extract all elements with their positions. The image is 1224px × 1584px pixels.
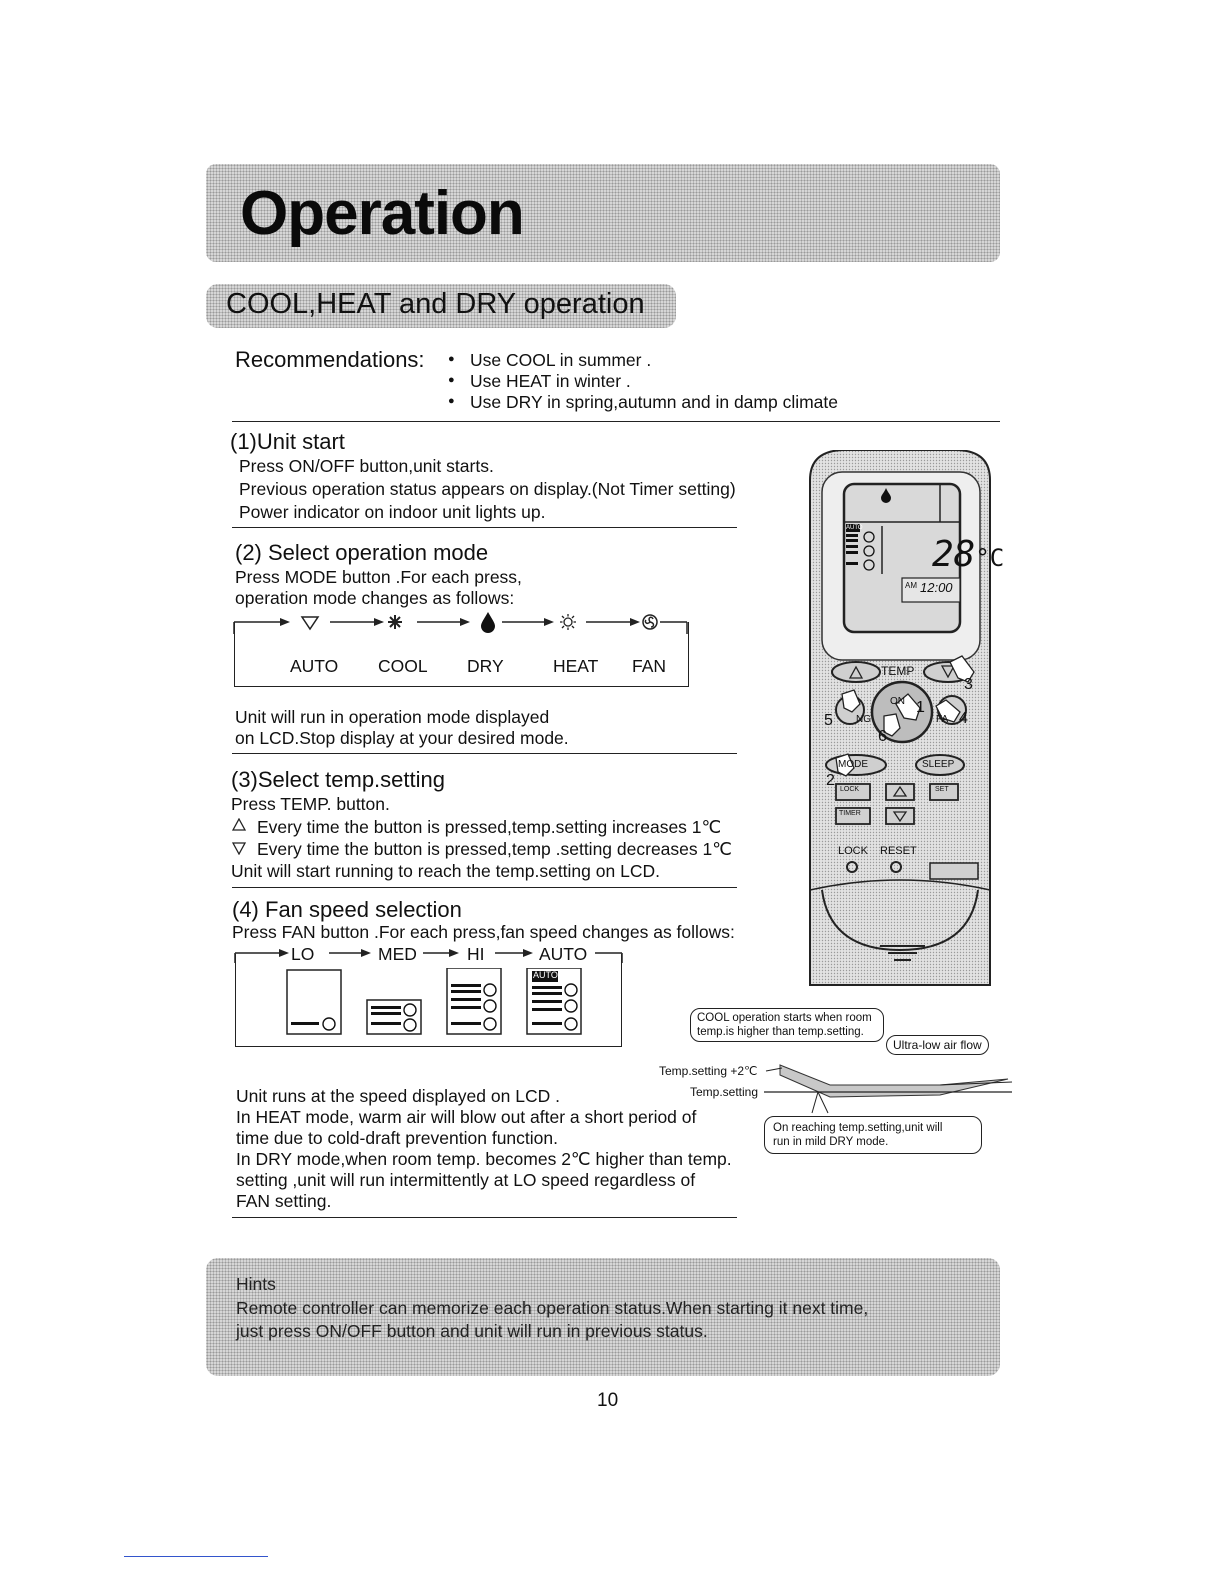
temp-setting-line: Unit will start running to reach the temp.setting on LCD. [231,861,660,881]
lcd-am: AM [905,581,917,590]
fan-speed-footer: time due to cold-draft prevention function. [236,1128,558,1148]
dry-mode-icon [481,612,495,633]
timer-button[interactable]: TIMER [839,810,861,817]
select-mode-footer: on LCD.Stop display at your desired mode. [235,728,569,748]
label-temp-plus2: Temp.setting +2℃ [659,1064,758,1078]
mode-label-heat: HEAT [553,656,599,676]
lock-button[interactable]: LOCK [840,786,860,793]
fan-speed-footer: Unit runs at the speed displayed on LCD . [236,1086,560,1106]
fan-lo-icon [287,970,341,1034]
fan-label-auto: AUTO [539,944,588,964]
fan-label-med: MED [378,944,417,964]
temp-setting-heading: (3)Select temp.setting [231,767,445,792]
heat-mode-icon [560,614,576,630]
callout-dry: On reaching temp.setting,unit will run in mild DRY mode. [764,1116,982,1154]
mode-label-dry: DRY [467,656,504,676]
remote-partial-label: FA [936,714,949,725]
cool-mode-icon [388,615,402,629]
lcd-auto: AUTO [846,525,863,531]
label-temp-setting: Temp.setting [690,1085,759,1099]
select-mode-footer: Unit will run in operation mode displayed [235,707,550,727]
recommendation-item: ● Use DRY in spring,autumn and in damp climate [452,392,838,413]
footer-rule [124,1556,268,1557]
mode-label-auto: AUTO [290,656,339,676]
temp-setting-line: Every time the button is pressed,temp.setting increases 1℃ [257,817,722,837]
fan-label-lo: LO [291,944,315,964]
divider [232,421,1000,422]
fan-med-icon [367,1000,421,1034]
fan-speed-line: Press FAN button .For each press,fan speed changes as follows: [232,922,735,942]
fan-speed-footer: FAN setting. [236,1191,332,1211]
callout-number: 1 [916,699,925,716]
divider [232,527,737,528]
select-mode-heading: (2) Select operation mode [235,540,489,565]
callout-number: 6 [878,728,887,745]
on-off-button[interactable]: ON [890,696,905,707]
temp-setting-line: Press TEMP. button. [231,794,390,814]
fan-mode-icon [643,615,657,629]
auto-mode-icon [302,617,318,629]
unit-start-heading: (1)Unit start [230,429,345,454]
fan-speed-heading: (4) Fan speed selection [232,897,462,922]
fan-hi-icon [447,968,501,1034]
mode-label-cool: COOL [378,656,428,676]
select-mode-line: Press MODE button .For each press, [235,567,522,587]
callout-number: 2 [826,772,835,789]
unit-start-line: Power indicator on indoor unit lights up. [239,502,546,522]
divider [232,753,737,754]
callout-number: 5 [824,712,833,729]
fan-speed-footer: setting ,unit will run intermittently at LO speed regardless of [236,1170,696,1190]
divider [232,887,737,888]
reset-label: RESET [880,845,917,857]
callout-number: 4 [959,710,968,727]
section-title: COOL,HEAT and DRY operation [226,288,645,320]
triangle-up-icon [232,818,248,832]
lock-label: LOCK [838,845,868,857]
sleep-button[interactable]: SLEEP [922,759,955,770]
recommendation-item: ● Use HEAT in winter . [452,371,631,392]
fan-speed-footer: In HEAT mode, warm air will blow out after a short period of [236,1107,697,1127]
lcd-time: 12:00 [920,580,953,595]
hints-title: Hints [236,1274,276,1294]
mode-cycle-arrows [232,612,692,642]
page-number: 10 [597,1390,619,1411]
page-title: Operation [240,179,524,248]
lcd-temperature: 28°C [932,534,1005,575]
fan-speed-footer: In DRY mode,when room temp. becomes 2℃ higher than temp. [236,1149,732,1169]
hints-line: Remote controller can memorize each operation status.When starting it next time, [236,1298,869,1318]
unit-start-line: Previous operation status appears on display.(Not Timer setting) [239,479,736,499]
triangle-down-icon [232,841,248,855]
select-mode-line: operation mode changes as follows: [235,588,515,608]
hints-line: just press ON/OFF button and unit will run in previous status. [236,1321,708,1341]
unit-start-line: Press ON/OFF button,unit starts. [239,456,494,476]
temp-button[interactable]: TEMP [881,664,915,678]
callout-cool: COOL operation starts when room temp.is higher than temp.setting. [690,1008,884,1042]
fan-label-hi: HI [467,944,485,964]
recommendations-label: Recommendations: [235,347,425,372]
divider [232,1217,737,1218]
mode-button[interactable]: MODE [838,759,868,770]
set-button[interactable]: SET [935,786,949,793]
mode-label-fan: FAN [632,656,667,676]
callout-airflow: Ultra-low air flow [886,1035,989,1055]
callout-number: 3 [964,676,973,693]
remote-partial-label: NG [856,714,871,725]
auto-badge: AUTO [533,970,558,980]
temp-setting-line: Every time the button is pressed,temp .setting decreases 1℃ [257,839,732,859]
recommendation-item: ● Use COOL in summer . [452,350,651,371]
